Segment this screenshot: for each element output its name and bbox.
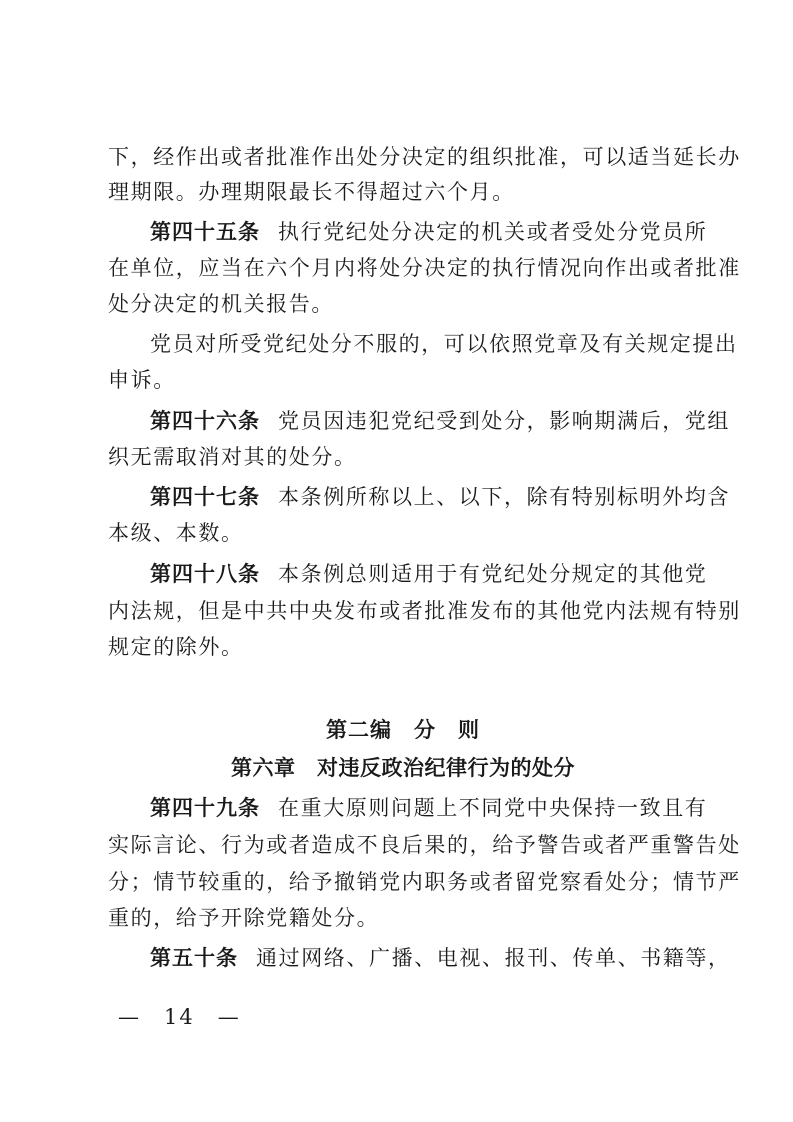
- article-46-text: 党员因违犯党纪受到处分，影响期满后，党组: [278, 409, 730, 433]
- article-47-line-1: [150, 482, 730, 512]
- article-50-text: 通过网络、广播、电视、报刊、传单、书籍等，: [256, 946, 731, 970]
- article-48-line-1: [150, 559, 708, 589]
- text-line: 理期限。办理期限最长不得超过六个月。: [108, 180, 515, 204]
- text-line: 在单位，应当在六个月内将处分决定的执行情况向作出或者批准: [108, 256, 741, 280]
- text-line: 织无需取消对其的处分。: [108, 445, 357, 469]
- text-line: 申诉。: [108, 368, 176, 392]
- article-47-heading: 第四十七条: [150, 485, 260, 509]
- article-46-heading: 第四十六条: [150, 409, 260, 433]
- text-line: 重的，给予开除党籍处分。: [108, 906, 380, 930]
- article-46-line-1: [150, 406, 730, 436]
- text-line: 分；情节较重的，给予撤销党内职务或者留党察看处分；情节严: [108, 870, 741, 894]
- article-45-heading: 第四十五条: [150, 220, 260, 244]
- article-49-heading: 第四十九条: [150, 796, 260, 820]
- text-line: 处分决定的机关报告。: [108, 292, 334, 316]
- article-49-text: 在重大原则问题上不同党中央保持一致且有: [278, 796, 708, 820]
- article-45-line-1: [150, 217, 708, 247]
- text-line: 规定的除外。: [108, 635, 244, 659]
- article-50-heading: 第五十条: [150, 946, 238, 970]
- article-49-line-1: [150, 793, 708, 823]
- text-line: 下，经作出或者批准作出处分决定的组织批准，可以适当延长办: [108, 145, 741, 169]
- text-line: 党员对所受党纪处分不服的，可以依照党章及有关规定提出: [150, 332, 738, 356]
- part-title: 第二编 分 则: [326, 718, 480, 742]
- article-45-text: 执行党纪处分决定的机关或者受处分党员所: [278, 220, 708, 244]
- text-line: 内法规，但是中共中央发布或者批准发布的其他党内法规有特别: [108, 599, 741, 623]
- page-number: — 14 —: [118, 1005, 241, 1029]
- chapter-title: 第六章 对违反政治纪律行为的处分: [231, 756, 575, 780]
- text-line: 本级、本数。: [108, 521, 244, 545]
- article-48-heading: 第四十八条: [150, 562, 260, 586]
- article-50-line-1: [150, 943, 731, 973]
- text-line: 实际言论、行为或者造成不良后果的，给予警告或者严重警告处: [108, 833, 741, 857]
- article-48-text: 本条例总则适用于有党纪处分规定的其他党: [278, 562, 708, 586]
- article-47-text: 本条例所称以上、以下，除有特别标明外均含: [278, 485, 730, 509]
